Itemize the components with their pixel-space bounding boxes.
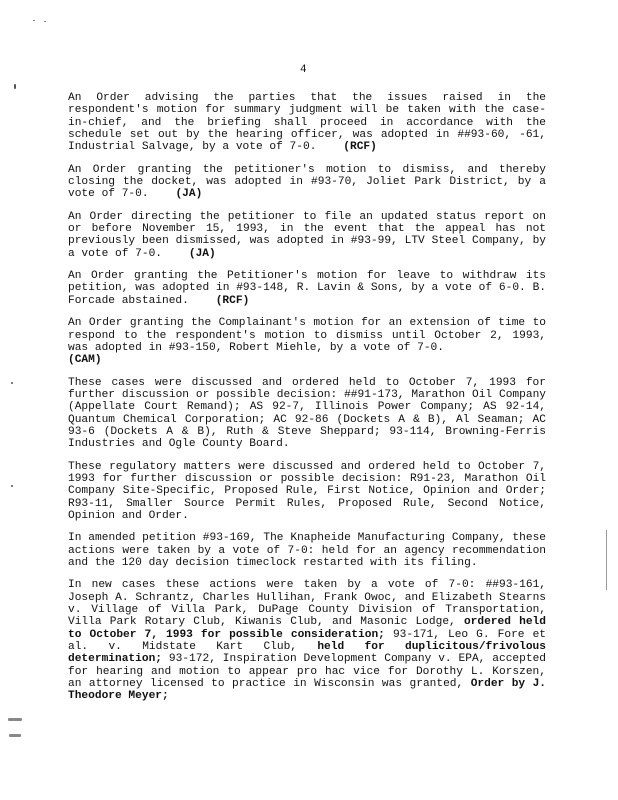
initials-tag: (CAM): [68, 354, 102, 367]
paragraph-order-industrial-salvage: [68, 92, 546, 154]
page-number: 4: [300, 64, 307, 76]
bold-action: held for duplicitous/frivolous determination;: [68, 641, 546, 666]
initials-tag: (JA): [188, 247, 216, 260]
document-body: [68, 92, 546, 713]
paragraph-text: An Order granting the petitioner's motion to dismiss, and thereby closing the docket, was adopted in #93-70, Joliet Park District, by a vote of 7-0.: [68, 163, 546, 201]
paragraph-new-cases: [68, 579, 546, 702]
scan-speck: [606, 530, 607, 590]
bold-action: ordered held to October 7, 1993 for possible consideration;: [68, 616, 546, 641]
paragraph-text: 93-172, Inspiration Development Company v. EPA, accepted for hearing and motion to appear pro hac vice for Dorothy L. Korszen, an attorney licensed to practice in Wisconsin was granted,: [68, 653, 546, 691]
scan-speck: [8, 718, 22, 721]
paragraph-cases-held: These cases were discussed and ordered held to October 7, 1993 for further discussion or possible decision: ##91-173, Marathon Oil Company (Appellate Court Remand); AS 92-7, Illinois Power Company; AS 92-14, Quantum Chemical Corporation; AC 92-86 (Dockets A & B), Al Seaman; AC 93-6 (Dockets A & B), Ruth & Steve Sheppard; 93-114, Browning-Ferris Industries and Ogle County Board.: [68, 376, 546, 451]
initials-tag: (JA): [175, 188, 203, 201]
paragraph-text: An Order directing the petitioner to file an updated status report on or before November 15, 1993, in the event that the appeal has not previously been dismissed, was adopted in #93-99, LTV Steel Company, by a vote of 7-0.: [68, 210, 546, 260]
paragraph-text: An Order granting the Complainant's motion for an extension of time to respond to the respondent's motion to dismiss until October 2, 1993, was adopted in #93-150, Robert Miehle, by a vote of 7-0.: [68, 317, 546, 354]
paragraph-order-joliet-park: [68, 164, 546, 201]
scan-speck: [11, 485, 13, 487]
paragraph-knapheide: In amended petition #93-169, The Knapheide Manufacturing Company, these actions were taken by a vote of 7-0: held for an agency recommendation and the 120 day decision timeclock restarted with its filing.: [68, 532, 546, 569]
paragraph-text: An Order granting the Petitioner's motion for leave to withdraw its petition, was adopted in #93-148, R. Lavin & Sons, by a vote of 6-0. B. Forcade abstained.: [68, 270, 546, 307]
paragraph-order-robert-miehle: [68, 317, 546, 366]
scan-speck: [44, 21, 46, 22]
paragraph-text: An Order advising the parties that the issues raised in the respondent's motion for summary judgment will be taken with the case-in-chief, and the briefing shall proceed in accordance with the schedule set out by the hearing officer, was adopted in ##93-60, -61, Industrial Salvage, by a vote of 7-0.: [68, 92, 546, 154]
initials-tag: (RCF): [215, 294, 250, 307]
scan-speck: [14, 84, 16, 89]
scan-speck: [33, 20, 35, 21]
bold-action: Order by J. Theodore Meyer;: [68, 678, 546, 703]
paragraph-text: 93-171, Leo G. Fore et al. v. Midstate Kart Club,: [68, 628, 547, 654]
initials-tag: (RCF): [343, 141, 377, 154]
scan-speck: [9, 734, 21, 737]
scan-speck: [11, 382, 13, 384]
paragraph-regulatory-held: These regulatory matters were discussed and ordered held to October 7, 1993 for further discussion or possible decision: R91-23, Marathon Oil Company Site-Specific, Proposed Rule, First Notice, Opinion and Order; R93-11, Smaller Source Permit Rules, Proposed Rule, Second Notice, Opinion and Order.: [68, 460, 546, 522]
paragraph-order-ltv-steel: [68, 211, 546, 260]
paragraph-order-lavin-sons: [68, 270, 546, 307]
paragraph-text: In new cases these actions were taken by a vote of 7-0: ##93-161, Joseph A. Schrantz, Charles Hullihan, Frank Owoc, and Elizabeth Stearns v. Village of Villa Park, DuPage County Division of Transportation, Villa Park Rotary Club, Kiwanis Club, and Masonic Lodge,: [68, 579, 546, 629]
